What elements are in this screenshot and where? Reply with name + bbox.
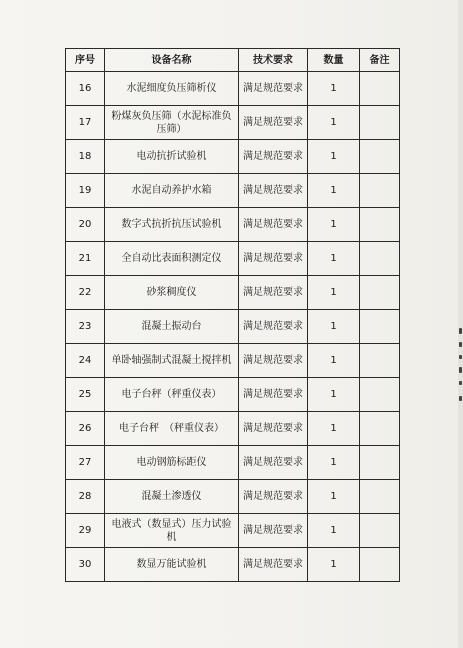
cell-no: 29: [66, 514, 105, 548]
cell-qty: 1: [308, 242, 360, 276]
cell-no: 17: [66, 106, 105, 140]
header-note: 备注: [360, 49, 400, 72]
table-row: [66, 140, 400, 174]
cell-note: [360, 446, 400, 480]
table-row: [66, 412, 400, 446]
table-row: [66, 242, 400, 276]
cell-req: 满足规范要求: [239, 378, 308, 412]
cell-qty: 1: [308, 140, 360, 174]
cell-name: 水泥自动养护水箱: [105, 174, 239, 208]
cell-name: 混凝土渗透仪: [105, 480, 239, 514]
cell-name: 混凝土振动台: [105, 310, 239, 344]
cell-qty: 1: [308, 174, 360, 208]
cell-note: [360, 378, 400, 412]
cell-no: 18: [66, 140, 105, 174]
table-row: [66, 514, 400, 548]
cell-req: 满足规范要求: [239, 106, 308, 140]
cell-qty: 1: [308, 514, 360, 548]
table-header-row: [66, 49, 400, 72]
header-name: 设备名称: [105, 49, 239, 72]
edge-mark: [459, 355, 462, 359]
cell-note: [360, 242, 400, 276]
table-row: [66, 174, 400, 208]
table-row: [66, 106, 400, 140]
cell-no: 25: [66, 378, 105, 412]
cell-req: 满足规范要求: [239, 174, 308, 208]
cell-qty: 1: [308, 446, 360, 480]
cell-name: 砂浆稠度仪: [105, 276, 239, 310]
cell-no: 16: [66, 72, 105, 106]
table-row: [66, 548, 400, 582]
cell-no: 19: [66, 174, 105, 208]
cell-qty: 1: [308, 106, 360, 140]
cell-name: 单卧轴强制式混凝土搅拌机: [105, 344, 239, 378]
cell-no: 24: [66, 344, 105, 378]
cell-req: 满足规范要求: [239, 72, 308, 106]
edge-mark: [459, 381, 462, 385]
cell-note: [360, 344, 400, 378]
cell-note: [360, 480, 400, 514]
cell-req: 满足规范要求: [239, 242, 308, 276]
header-no: 序号: [66, 49, 105, 72]
equipment-table: [65, 48, 400, 582]
cell-note: [360, 208, 400, 242]
table-row: [66, 378, 400, 412]
cell-qty: 1: [308, 344, 360, 378]
cell-no: 20: [66, 208, 105, 242]
cell-req: 满足规范要求: [239, 344, 308, 378]
cell-qty: 1: [308, 548, 360, 582]
cell-name: 电液式（数显式）压力试验机: [105, 514, 239, 548]
cell-req: 满足规范要求: [239, 480, 308, 514]
cell-name: 电动钢筋标距仪: [105, 446, 239, 480]
cell-note: [360, 276, 400, 310]
edge-mark: [459, 328, 462, 334]
cell-name: 粉煤灰负压筛（水泥标准负压筛）: [105, 106, 239, 140]
cell-req: 满足规范要求: [239, 548, 308, 582]
table-row: [66, 208, 400, 242]
table-row: [66, 446, 400, 480]
cell-no: 27: [66, 446, 105, 480]
cell-qty: 1: [308, 208, 360, 242]
cell-no: 21: [66, 242, 105, 276]
cell-qty: 1: [308, 480, 360, 514]
cell-name: 电动抗折试验机: [105, 140, 239, 174]
cell-name: 电子台秤 （秤重仪表）: [105, 412, 239, 446]
page-edge: [458, 0, 463, 648]
cell-note: [360, 412, 400, 446]
cell-no: 23: [66, 310, 105, 344]
cell-qty: 1: [308, 310, 360, 344]
edge-mark: [459, 342, 462, 347]
cell-note: [360, 514, 400, 548]
cell-qty: 1: [308, 412, 360, 446]
header-qty: 数量: [308, 49, 360, 72]
cell-note: [360, 548, 400, 582]
cell-no: 28: [66, 480, 105, 514]
cell-no: 30: [66, 548, 105, 582]
cell-name: 数字式抗折抗压试验机: [105, 208, 239, 242]
header-req: 技术要求: [239, 49, 308, 72]
cell-name: 数显万能试验机: [105, 548, 239, 582]
cell-req: 满足规范要求: [239, 208, 308, 242]
edge-mark: [459, 396, 462, 401]
table-row: [66, 72, 400, 106]
table-row: [66, 310, 400, 344]
cell-note: [360, 174, 400, 208]
cell-note: [360, 72, 400, 106]
cell-qty: 1: [308, 72, 360, 106]
cell-no: 26: [66, 412, 105, 446]
cell-req: 满足规范要求: [239, 412, 308, 446]
table-row: [66, 480, 400, 514]
cell-req: 满足规范要求: [239, 446, 308, 480]
cell-req: 满足规范要求: [239, 140, 308, 174]
cell-note: [360, 106, 400, 140]
table-body: [66, 72, 400, 582]
cell-note: [360, 140, 400, 174]
edge-mark: [459, 367, 462, 373]
cell-req: 满足规范要求: [239, 514, 308, 548]
cell-name: 电子台秤（秤重仪表）: [105, 378, 239, 412]
table-row: [66, 344, 400, 378]
cell-qty: 1: [308, 378, 360, 412]
cell-req: 满足规范要求: [239, 310, 308, 344]
cell-no: 22: [66, 276, 105, 310]
cell-qty: 1: [308, 276, 360, 310]
table-row: [66, 276, 400, 310]
cell-name: 水泥细度负压筛析仪: [105, 72, 239, 106]
cell-req: 满足规范要求: [239, 276, 308, 310]
cell-name: 全自动比表面积测定仪: [105, 242, 239, 276]
cell-note: [360, 310, 400, 344]
